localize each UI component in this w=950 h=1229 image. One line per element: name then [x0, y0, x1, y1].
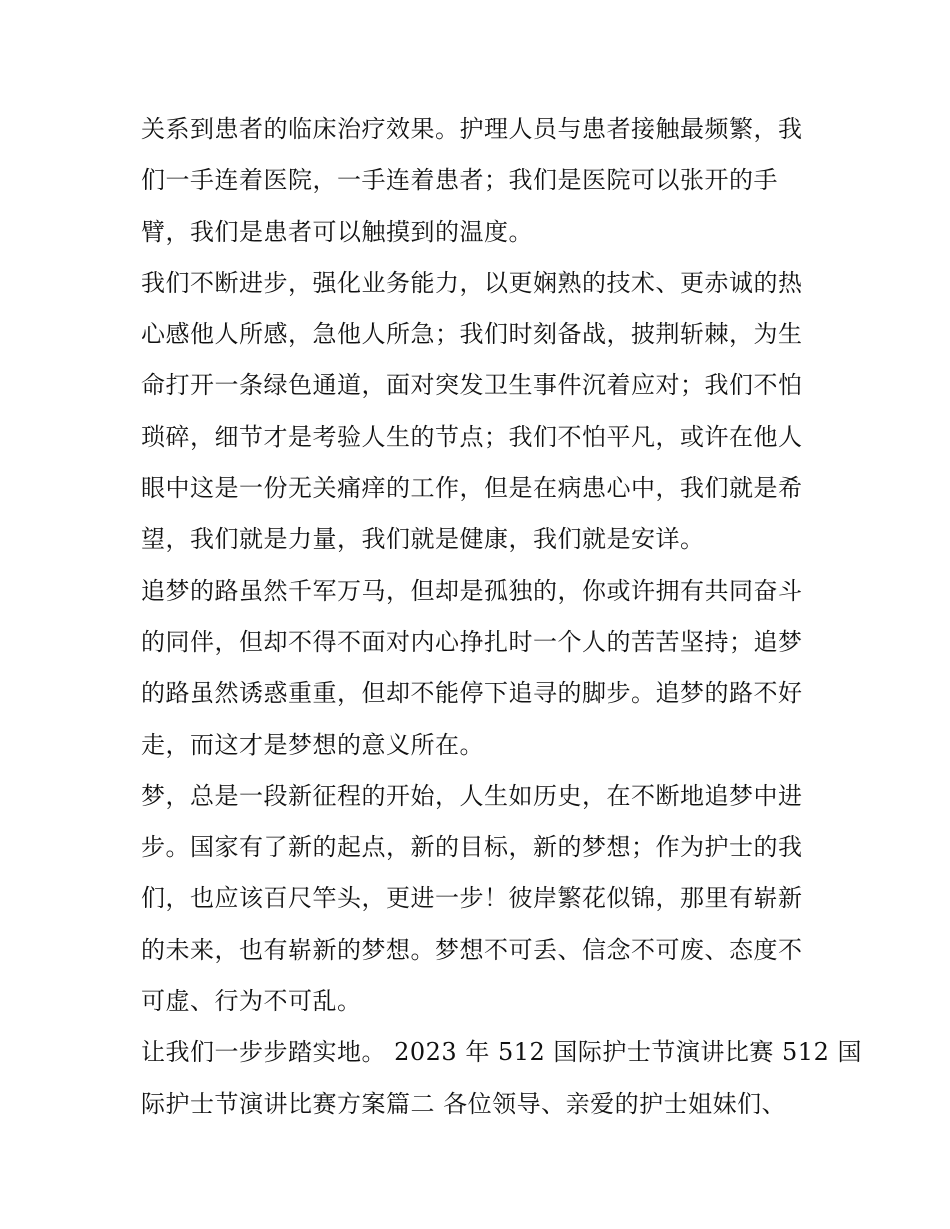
text-line: 我们不断进步，强化业务能力，以更娴熟的技术、更赤诚的热 — [141, 268, 803, 297]
text-line: 眼中这是一份无关痛痒的工作，但是在病患心中，我们就是希 — [141, 474, 803, 503]
text-line: 步。国家有了新的起点，新的目标，新的梦想；作为护士的我 — [141, 833, 803, 862]
text-line: 的路虽然诱惑重重，但却不能停下追寻的脚步。追梦的路不好 — [141, 679, 803, 708]
text-line: 梦，总是一段新征程的开始，人生如历史，在不断地追梦中进 — [141, 781, 803, 810]
text-line: 们一手连着医院，一手连着患者；我们是医院可以张开的手 — [141, 166, 778, 195]
document-body — [141, 110, 862, 1136]
text-line: 走，而这才是梦想的意义所在。 — [141, 730, 484, 759]
text-line: 心感他人所感，急他人所急；我们时刻备战，披荆斩棘，为生 — [141, 320, 803, 349]
text-line: 可虚、行为不可乱。 — [141, 987, 362, 1016]
text-line: 的未来，也有崭新的梦想。梦想不可丢、信念不可废、态度不 — [141, 935, 803, 964]
text-line: 命打开一条绿色通道，面对突发卫生事件沉着应对；我们不怕 — [141, 371, 803, 400]
text-line: 关系到患者的临床治疗效果。护理人员与患者接触最频繁，我 — [141, 115, 803, 143]
text-line: 望，我们就是力量，我们就是健康，我们就是安详。 — [141, 525, 705, 554]
text-line: 们，也应该百尺竿头，更进一步！彼岸繁花似锦，那里有崭新 — [141, 884, 803, 913]
text-line: 臂，我们是患者可以触摸到的温度。 — [141, 217, 533, 246]
text-line: 琐碎，细节才是考验人生的节点；我们不怕平凡，或许在他人 — [141, 422, 803, 451]
text-line: 追梦的路虽然千军万马，但却是孤独的，你或许拥有共同奋斗 — [141, 576, 803, 605]
text-line: 的同伴，但却不得不面对内心挣扎时一个人的苦苦坚持；追梦 — [141, 627, 803, 656]
text-line: 让我们一步步踏实地。 2023 年 512 国际护士节演讲比赛 512 国 — [141, 1038, 862, 1067]
text-line: 际护士节演讲比赛方案篇二 各位领导、亲爱的护士姐妹们、 — [141, 1089, 787, 1118]
